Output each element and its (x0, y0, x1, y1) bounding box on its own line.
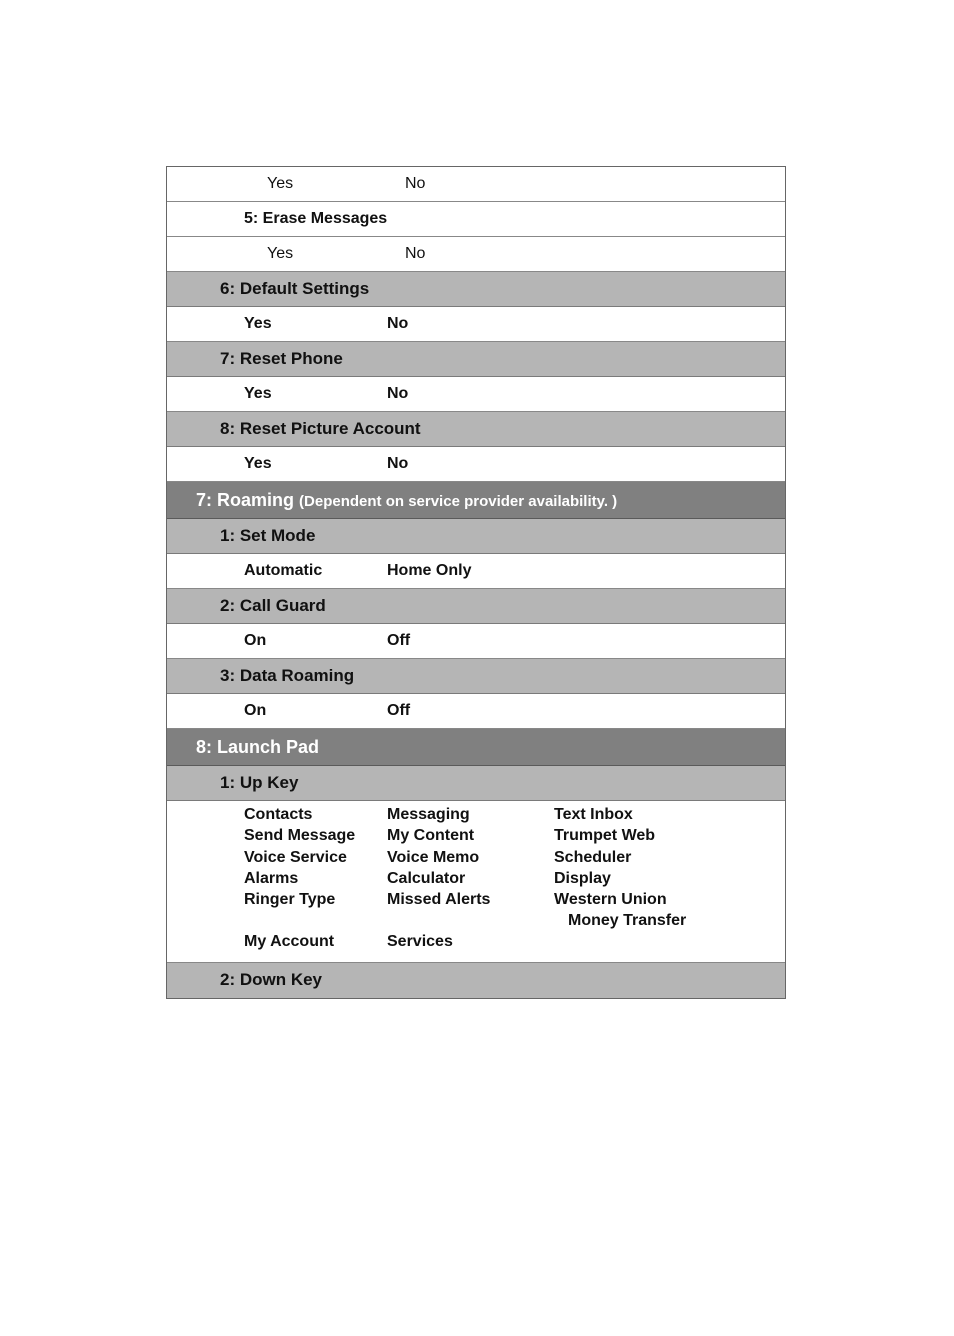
submenu-down-key (167, 963, 785, 998)
option-contacts: Contacts (244, 806, 313, 823)
option-on: On (244, 632, 267, 649)
option-voice-memo: Voice Memo (387, 849, 480, 866)
menu-launch-pad (167, 729, 785, 766)
option-text-inbox: Text Inbox (554, 806, 633, 823)
up-key-options (167, 801, 785, 963)
menu-note: (Dependent on service provider availability. ) (299, 493, 618, 510)
option-yes: Yes (244, 315, 272, 332)
option-row (167, 307, 785, 342)
submenu-label: 7: Reset Phone (220, 349, 343, 368)
submenu-label: 3: Data Roaming (220, 666, 355, 685)
option-row (167, 237, 785, 272)
menu-label: 8: Launch Pad (196, 737, 320, 757)
option-services: Services (387, 933, 453, 950)
option-automatic: Automatic (244, 562, 323, 579)
submenu-label: 2: Down Key (220, 970, 323, 989)
option-no: No (405, 245, 426, 262)
option-trumpet-web: Trumpet Web (554, 827, 656, 844)
submenu-reset-phone (167, 342, 785, 377)
submenu-up-key (167, 766, 785, 801)
option-money-transfer: Money Transfer (568, 912, 687, 929)
option-on: On (244, 702, 267, 719)
option-no: No (387, 385, 409, 402)
option-alarms: Alarms (244, 870, 299, 887)
menu-item-label: 5: Erase Messages (244, 210, 388, 227)
option-western-union: Western Union (554, 891, 667, 908)
option-voice-service: Voice Service (244, 849, 347, 866)
option-row (167, 554, 785, 589)
option-my-content: My Content (387, 827, 475, 844)
submenu-reset-picture-account (167, 412, 785, 447)
option-yes: Yes (267, 245, 294, 262)
option-no: No (387, 315, 409, 332)
option-yes: Yes (244, 455, 272, 472)
option-row (167, 694, 785, 729)
option-yes: Yes (244, 385, 272, 402)
submenu-call-guard (167, 589, 785, 624)
option-missed-alerts: Missed Alerts (387, 891, 491, 908)
option-row (167, 377, 785, 412)
option-row (167, 447, 785, 482)
option-yes: Yes (267, 175, 294, 192)
option-home-only: Home Only (387, 562, 472, 579)
submenu-label: 1: Set Mode (220, 526, 316, 545)
submenu-label: 2: Call Guard (220, 596, 326, 615)
option-no: No (387, 455, 409, 472)
option-ringer-type: Ringer Type (244, 891, 336, 908)
submenu-default-settings (167, 272, 785, 307)
submenu-data-roaming (167, 659, 785, 694)
settings-menu-table (166, 166, 786, 999)
option-scheduler: Scheduler (554, 849, 632, 866)
option-off: Off (387, 632, 411, 649)
option-off: Off (387, 702, 411, 719)
menu-title: 7: Roaming (196, 490, 295, 510)
option-row (167, 624, 785, 659)
submenu-label: 8: Reset Picture Account (220, 419, 421, 438)
option-no: No (405, 175, 426, 192)
submenu-label: 1: Up Key (220, 773, 299, 792)
submenu-label: 6: Default Settings (220, 279, 370, 298)
menu-label (196, 490, 617, 511)
submenu-set-mode (167, 519, 785, 554)
option-display: Display (554, 870, 611, 887)
option-messaging: Messaging (387, 806, 470, 823)
option-row (167, 167, 785, 202)
option-calculator: Calculator (387, 870, 466, 887)
option-my-account: My Account (244, 933, 335, 950)
option-send-message: Send Message (244, 827, 356, 844)
menu-roaming (167, 482, 785, 519)
menu-item-erase-messages (167, 202, 785, 237)
